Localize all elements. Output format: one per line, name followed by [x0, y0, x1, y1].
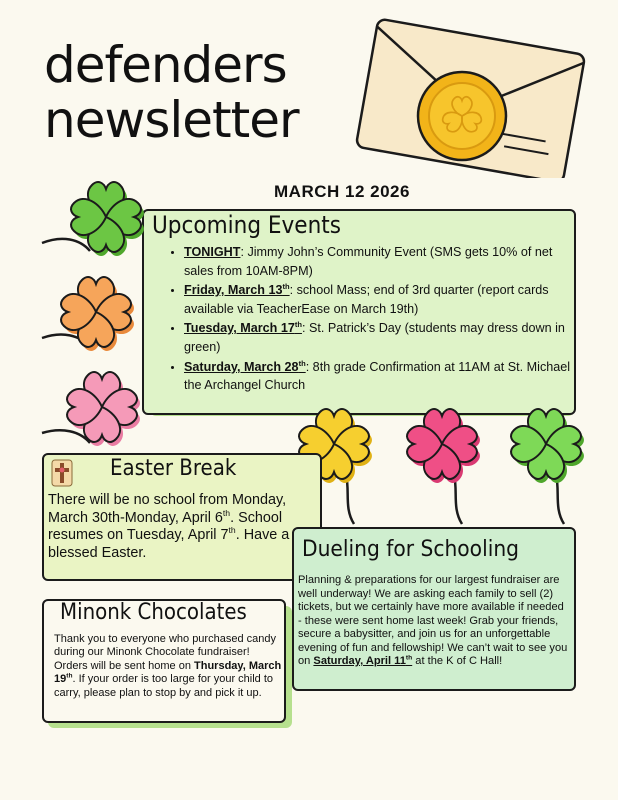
easter-break-heading: Easter Break: [110, 456, 237, 481]
event-date: Friday, March 13: [184, 283, 283, 298]
minonk-text: Thank you to everyone who purchased candy during our Minonk Chocolate fundraiser! Orders will be sent home on Thursday, March 19th. If your order is too large for your child to carry, please plan to stop by and pick it up.: [54, 633, 282, 699]
shamrock-seal-icon: [418, 72, 506, 160]
four-leaf-clover-icon: [511, 409, 584, 483]
four-leaf-clover-icon: [407, 409, 480, 483]
clover-column-left: [22, 165, 152, 455]
event-text: : school Mass; end of 3rd quarter (report cards available via TeacherEase on March 19th): [184, 283, 549, 316]
title-line-1: defenders: [44, 36, 287, 94]
events-list: [168, 243, 580, 396]
list-item: [184, 358, 580, 395]
list-item: [184, 281, 580, 318]
list-item: [184, 319, 580, 356]
dueling-heading: Dueling for Schooling: [302, 536, 520, 562]
envelope-icon: [352, 18, 592, 178]
clover-row-right: [284, 402, 614, 528]
four-leaf-clover-icon: [61, 277, 134, 351]
event-text: : 8th grade Confirmation at 11AM at St. Michael the Archangel Church: [184, 359, 571, 393]
event-text: : Jimmy John’s Community Event (SMS gets 10% of net sales from 10AM-8PM): [184, 245, 553, 278]
event-date: Tuesday, March 17: [184, 321, 295, 336]
event-date: Saturday, March 28: [184, 359, 299, 374]
event-date-sup: th: [282, 282, 290, 291]
dueling-text: Planning & preparations for our largest fundraiser are well underway! We are asking each family to sell (2) tickets, but we certainly have more available if needed - these were sent home last week! Grab your friends, secure a babysitter, and join us for an unforgettable evening of fun and fellowship! We can’t wait to see you on Saturday, April 11th at the K of C Hall!: [298, 574, 568, 667]
event-date: TONIGHT: [184, 245, 241, 259]
minonk-heading: Minonk Chocolates: [60, 600, 247, 625]
event-date-sup: th: [298, 358, 306, 368]
event-date-sup: th: [294, 320, 302, 330]
upcoming-events-heading: Upcoming Events: [152, 211, 341, 239]
cross-icon: [50, 458, 74, 488]
event-text: : St. Patrick’s Day (students may dress down in green): [184, 321, 565, 354]
title-line-2: newsletter: [44, 91, 299, 149]
list-item: [184, 243, 580, 280]
issue-date: MARCH 12 2026: [274, 182, 410, 201]
easter-break-text: There will be no school from Monday, March 30th-Monday, April 6th. School resumes on Tuesday, April 7th. Have a blessed Easter.: [48, 492, 290, 561]
